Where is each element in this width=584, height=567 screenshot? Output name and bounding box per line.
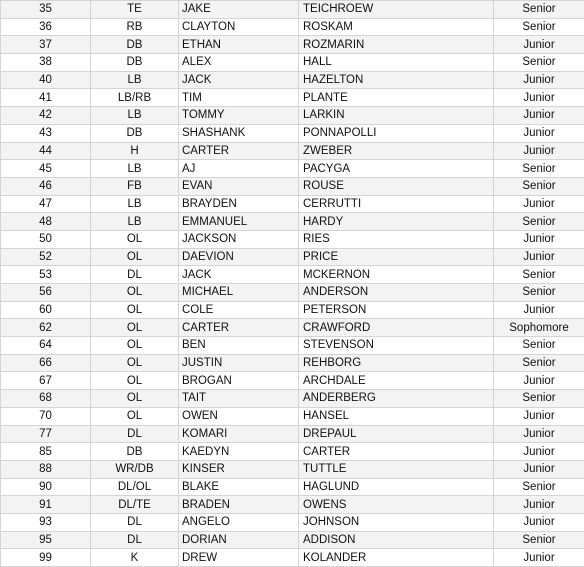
class-year-cell: Senior <box>494 478 584 496</box>
position-cell: TE <box>91 1 179 19</box>
first-name-cell: DREW <box>179 549 299 567</box>
position-cell: DL <box>91 266 179 284</box>
first-name-cell: OWEN <box>179 407 299 425</box>
table-row <box>1 195 584 213</box>
last-name-cell: ANDERSON <box>299 284 494 302</box>
first-name-cell: ALEX <box>179 54 299 72</box>
jersey-number-cell: 47 <box>1 195 91 213</box>
first-name-cell: JUSTIN <box>179 354 299 372</box>
position-cell: LB <box>91 71 179 89</box>
table-row <box>1 18 584 36</box>
last-name-cell: ADDISON <box>299 531 494 549</box>
table-row <box>1 230 584 248</box>
last-name-cell: CERRUTTI <box>299 195 494 213</box>
first-name-cell: DAEVION <box>179 248 299 266</box>
position-cell: DL <box>91 531 179 549</box>
last-name-cell: HARDY <box>299 213 494 231</box>
position-cell: LB <box>91 195 179 213</box>
class-year-cell: Junior <box>494 513 584 531</box>
class-year-cell: Junior <box>494 124 584 142</box>
class-year-cell: Senior <box>494 354 584 372</box>
class-year-cell: Junior <box>494 425 584 443</box>
first-name-cell: ETHAN <box>179 36 299 54</box>
jersey-number-cell: 62 <box>1 319 91 337</box>
last-name-cell: HALL <box>299 54 494 72</box>
last-name-cell: ROSKAM <box>299 18 494 36</box>
class-year-cell: Senior <box>494 18 584 36</box>
position-cell: OL <box>91 301 179 319</box>
jersey-number-cell: 44 <box>1 142 91 160</box>
position-cell: OL <box>91 248 179 266</box>
table-row <box>1 372 584 390</box>
jersey-number-cell: 68 <box>1 390 91 408</box>
jersey-number-cell: 35 <box>1 1 91 19</box>
jersey-number-cell: 40 <box>1 71 91 89</box>
position-cell: OL <box>91 230 179 248</box>
roster-table-body <box>1 1 584 567</box>
position-cell: LB <box>91 213 179 231</box>
first-name-cell: BLAKE <box>179 478 299 496</box>
jersey-number-cell: 91 <box>1 496 91 514</box>
table-row <box>1 337 584 355</box>
class-year-cell: Sophomore <box>494 319 584 337</box>
first-name-cell: BRAYDEN <box>179 195 299 213</box>
class-year-cell: Junior <box>494 36 584 54</box>
position-cell: DL <box>91 513 179 531</box>
position-cell: DB <box>91 54 179 72</box>
jersey-number-cell: 90 <box>1 478 91 496</box>
class-year-cell: Junior <box>494 230 584 248</box>
jersey-number-cell: 50 <box>1 230 91 248</box>
table-row <box>1 89 584 107</box>
first-name-cell: EMMANUEL <box>179 213 299 231</box>
first-name-cell: TAIT <box>179 390 299 408</box>
position-cell: H <box>91 142 179 160</box>
last-name-cell: HAZELTON <box>299 71 494 89</box>
first-name-cell: CARTER <box>179 319 299 337</box>
jersey-number-cell: 46 <box>1 177 91 195</box>
class-year-cell: Senior <box>494 390 584 408</box>
table-row <box>1 301 584 319</box>
class-year-cell: Junior <box>494 195 584 213</box>
last-name-cell: PLANTE <box>299 89 494 107</box>
jersey-number-cell: 42 <box>1 107 91 125</box>
table-row <box>1 354 584 372</box>
jersey-number-cell: 95 <box>1 531 91 549</box>
table-row <box>1 425 584 443</box>
jersey-number-cell: 53 <box>1 266 91 284</box>
last-name-cell: STEVENSON <box>299 337 494 355</box>
last-name-cell: ARCHDALE <box>299 372 494 390</box>
table-row <box>1 513 584 531</box>
table-row <box>1 54 584 72</box>
position-cell: OL <box>91 372 179 390</box>
first-name-cell: SHASHANK <box>179 124 299 142</box>
class-year-cell: Senior <box>494 213 584 231</box>
position-cell: WR/DB <box>91 460 179 478</box>
first-name-cell: JACK <box>179 266 299 284</box>
class-year-cell: Junior <box>494 372 584 390</box>
table-row <box>1 177 584 195</box>
last-name-cell: KOLANDER <box>299 549 494 567</box>
table-row <box>1 142 584 160</box>
last-name-cell: MCKERNON <box>299 266 494 284</box>
table-row <box>1 284 584 302</box>
class-year-cell: Junior <box>494 301 584 319</box>
table-row <box>1 266 584 284</box>
table-row <box>1 71 584 89</box>
class-year-cell: Senior <box>494 266 584 284</box>
last-name-cell: ROZMARIN <box>299 36 494 54</box>
first-name-cell: KINSER <box>179 460 299 478</box>
first-name-cell: BRADEN <box>179 496 299 514</box>
position-cell: DL <box>91 425 179 443</box>
position-cell: OL <box>91 319 179 337</box>
first-name-cell: BROGAN <box>179 372 299 390</box>
jersey-number-cell: 93 <box>1 513 91 531</box>
table-row <box>1 478 584 496</box>
class-year-cell: Senior <box>494 54 584 72</box>
position-cell: K <box>91 549 179 567</box>
first-name-cell: AJ <box>179 160 299 178</box>
first-name-cell: KOMARI <box>179 425 299 443</box>
last-name-cell: TEICHROEW <box>299 1 494 19</box>
last-name-cell: PACYGA <box>299 160 494 178</box>
class-year-cell: Junior <box>494 460 584 478</box>
jersey-number-cell: 56 <box>1 284 91 302</box>
last-name-cell: PRICE <box>299 248 494 266</box>
table-row <box>1 160 584 178</box>
jersey-number-cell: 85 <box>1 443 91 461</box>
class-year-cell: Senior <box>494 531 584 549</box>
last-name-cell: ANDERBERG <box>299 390 494 408</box>
class-year-cell: Senior <box>494 1 584 19</box>
jersey-number-cell: 41 <box>1 89 91 107</box>
table-row <box>1 531 584 549</box>
position-cell: OL <box>91 284 179 302</box>
jersey-number-cell: 48 <box>1 213 91 231</box>
first-name-cell: BEN <box>179 337 299 355</box>
first-name-cell: JAKE <box>179 1 299 19</box>
jersey-number-cell: 67 <box>1 372 91 390</box>
last-name-cell: PETERSON <box>299 301 494 319</box>
table-row <box>1 107 584 125</box>
last-name-cell: HANSEL <box>299 407 494 425</box>
first-name-cell: MICHAEL <box>179 284 299 302</box>
first-name-cell: KAEDYN <box>179 443 299 461</box>
table-row <box>1 443 584 461</box>
class-year-cell: Junior <box>494 71 584 89</box>
jersey-number-cell: 77 <box>1 425 91 443</box>
first-name-cell: JACKSON <box>179 230 299 248</box>
position-cell: DL/TE <box>91 496 179 514</box>
last-name-cell: OWENS <box>299 496 494 514</box>
table-row <box>1 549 584 567</box>
jersey-number-cell: 60 <box>1 301 91 319</box>
position-cell: LB <box>91 160 179 178</box>
class-year-cell: Senior <box>494 177 584 195</box>
position-cell: DB <box>91 36 179 54</box>
table-row <box>1 1 584 19</box>
table-row <box>1 390 584 408</box>
position-cell: RB <box>91 18 179 36</box>
position-cell: LB <box>91 107 179 125</box>
jersey-number-cell: 36 <box>1 18 91 36</box>
jersey-number-cell: 64 <box>1 337 91 355</box>
last-name-cell: HAGLUND <box>299 478 494 496</box>
position-cell: OL <box>91 407 179 425</box>
jersey-number-cell: 70 <box>1 407 91 425</box>
first-name-cell: TIM <box>179 89 299 107</box>
jersey-number-cell: 43 <box>1 124 91 142</box>
table-row <box>1 213 584 231</box>
first-name-cell: CARTER <box>179 142 299 160</box>
jersey-number-cell: 99 <box>1 549 91 567</box>
class-year-cell: Junior <box>494 407 584 425</box>
class-year-cell: Junior <box>494 142 584 160</box>
class-year-cell: Senior <box>494 160 584 178</box>
last-name-cell: REHBORG <box>299 354 494 372</box>
class-year-cell: Junior <box>494 248 584 266</box>
position-cell: OL <box>91 337 179 355</box>
class-year-cell: Senior <box>494 337 584 355</box>
jersey-number-cell: 38 <box>1 54 91 72</box>
first-name-cell: EVAN <box>179 177 299 195</box>
last-name-cell: TUTTLE <box>299 460 494 478</box>
position-cell: FB <box>91 177 179 195</box>
first-name-cell: CLAYTON <box>179 18 299 36</box>
last-name-cell: ROUSE <box>299 177 494 195</box>
position-cell: OL <box>91 354 179 372</box>
jersey-number-cell: 66 <box>1 354 91 372</box>
table-row <box>1 124 584 142</box>
first-name-cell: ANGELO <box>179 513 299 531</box>
jersey-number-cell: 45 <box>1 160 91 178</box>
last-name-cell: RIES <box>299 230 494 248</box>
table-row <box>1 460 584 478</box>
position-cell: LB/RB <box>91 89 179 107</box>
class-year-cell: Junior <box>494 496 584 514</box>
class-year-cell: Junior <box>494 549 584 567</box>
first-name-cell: JACK <box>179 71 299 89</box>
table-row <box>1 496 584 514</box>
class-year-cell: Senior <box>494 284 584 302</box>
last-name-cell: CARTER <box>299 443 494 461</box>
position-cell: DB <box>91 124 179 142</box>
jersey-number-cell: 37 <box>1 36 91 54</box>
last-name-cell: JOHNSON <box>299 513 494 531</box>
class-year-cell: Junior <box>494 443 584 461</box>
last-name-cell: CRAWFORD <box>299 319 494 337</box>
first-name-cell: TOMMY <box>179 107 299 125</box>
jersey-number-cell: 88 <box>1 460 91 478</box>
last-name-cell: LARKIN <box>299 107 494 125</box>
first-name-cell: COLE <box>179 301 299 319</box>
last-name-cell: ZWEBER <box>299 142 494 160</box>
position-cell: DB <box>91 443 179 461</box>
last-name-cell: DREPAUL <box>299 425 494 443</box>
position-cell: OL <box>91 390 179 408</box>
table-row <box>1 248 584 266</box>
table-row <box>1 407 584 425</box>
table-row <box>1 36 584 54</box>
jersey-number-cell: 52 <box>1 248 91 266</box>
first-name-cell: DORIAN <box>179 531 299 549</box>
position-cell: DL/OL <box>91 478 179 496</box>
class-year-cell: Junior <box>494 89 584 107</box>
table-row <box>1 319 584 337</box>
class-year-cell: Junior <box>494 107 584 125</box>
last-name-cell: PONNAPOLLI <box>299 124 494 142</box>
